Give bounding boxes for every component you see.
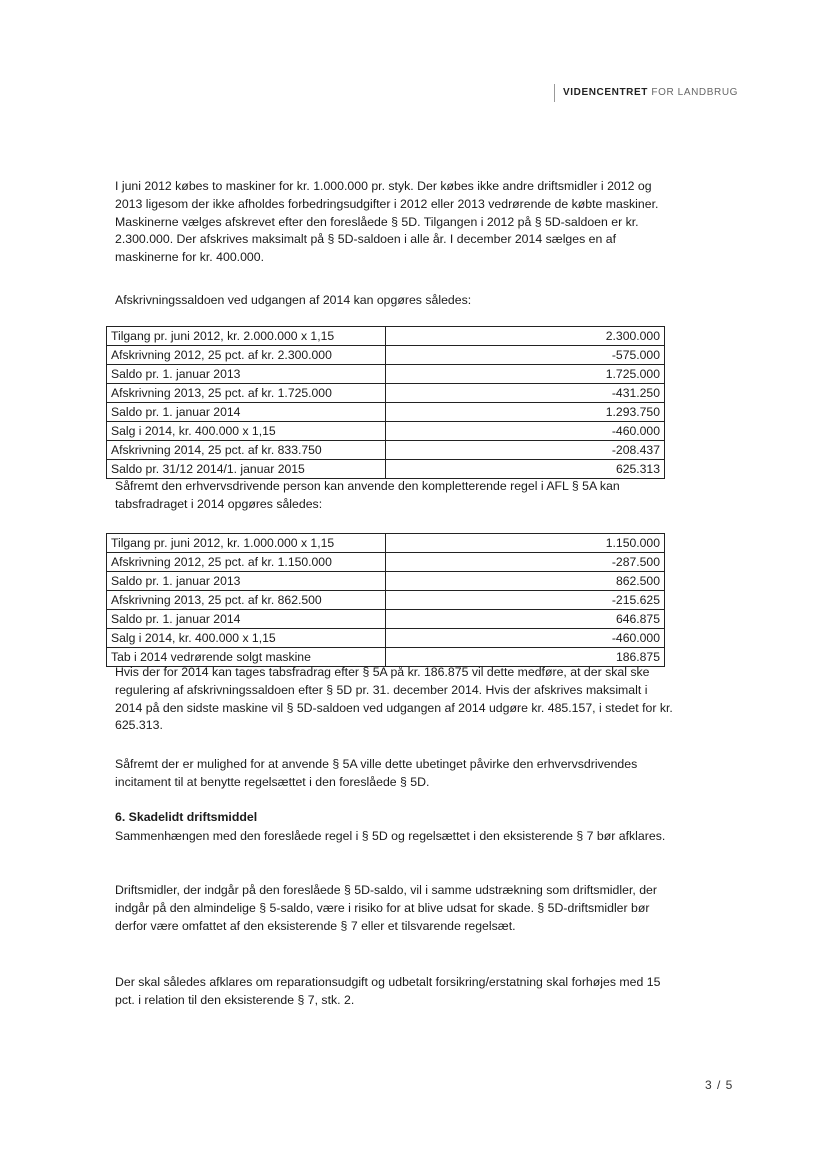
table-row bbox=[107, 346, 665, 365]
row-amount: -575.000 bbox=[386, 346, 665, 365]
depreciation-table-2-body bbox=[107, 534, 665, 667]
section-6-paragraph-3: Der skal således afklares om reparationsudgift og udbetalt forsikring/erstatning skal forhøjes med 15 pct. i relation til den eksisterende § 7, stk. 2. bbox=[115, 975, 661, 1007]
table-row bbox=[107, 534, 665, 553]
row-description: Afskrivning 2014, 25 pct. af kr. 833.750 bbox=[107, 441, 386, 460]
row-amount: 2.300.000 bbox=[386, 327, 665, 346]
intro-paragraph: I juni 2012 købes to maskiner for kr. 1.000.000 pr. styk. Der købes ikke andre driftsmidler i 2012 og 2013 ligesom der ikke afholdes forbedringsudgifter i 2012 eller 2013 vedrørende de købte maskiner. Maskinerne vælges afskrevet efter den foreslåede § 5D. Tilgangen i 2012 på § 5D-saldoen er kr. 2.300.000. Der afskrives maksimalt på § 5D-saldoen i alle år. I december 2014 sælges en af maskinerne for kr. 400.000. bbox=[115, 179, 659, 265]
row-amount: 1.293.750 bbox=[386, 403, 665, 422]
row-description: Afskrivning 2013, 25 pct. af kr. 1.725.000 bbox=[107, 384, 386, 403]
row-description: Tilgang pr. juni 2012, kr. 1.000.000 x 1,15 bbox=[107, 534, 386, 553]
row-amount: 1.150.000 bbox=[386, 534, 665, 553]
table-row bbox=[107, 441, 665, 460]
row-description: Salg i 2014, kr. 400.000 x 1,15 bbox=[107, 629, 386, 648]
header-org-rest: FOR LANDBRUG bbox=[651, 87, 739, 98]
row-description: Saldo pr. 1. januar 2013 bbox=[107, 572, 386, 591]
depreciation-table-1 bbox=[106, 326, 665, 479]
row-amount: 862.500 bbox=[386, 572, 665, 591]
row-amount: -208.437 bbox=[386, 441, 665, 460]
table1-intro: Afskrivningssaldoen ved udgangen af 2014 kan opgøres således: bbox=[115, 293, 472, 307]
table-row bbox=[107, 572, 665, 591]
row-amount: -431.250 bbox=[386, 384, 665, 403]
table-row bbox=[107, 422, 665, 441]
section-6-paragraph-1: Sammenhængen med den foreslåede regel i § 5D og regelsættet i den eksisterende § 7 bør afklares. bbox=[115, 829, 666, 843]
table-row bbox=[107, 460, 665, 479]
row-description: Afskrivning 2012, 25 pct. af kr. 1.150.000 bbox=[107, 553, 386, 572]
depreciation-table-1-body bbox=[107, 327, 665, 479]
table-row bbox=[107, 591, 665, 610]
header-organization bbox=[554, 84, 738, 102]
row-description: Saldo pr. 1. januar 2014 bbox=[107, 403, 386, 422]
row-description: Saldo pr. 31/12 2014/1. januar 2015 bbox=[107, 460, 386, 479]
row-description: Afskrivning 2012, 25 pct. af kr. 2.300.000 bbox=[107, 346, 386, 365]
row-description: Tilgang pr. juni 2012, kr. 2.000.000 x 1,15 bbox=[107, 327, 386, 346]
page-number: 3 / 5 bbox=[705, 1078, 734, 1092]
table-row bbox=[107, 403, 665, 422]
depreciation-table-2 bbox=[106, 533, 665, 667]
row-description: Saldo pr. 1. januar 2014 bbox=[107, 610, 386, 629]
row-amount: 186.875 bbox=[386, 648, 665, 667]
row-amount: -460.000 bbox=[386, 422, 665, 441]
row-amount: 646.875 bbox=[386, 610, 665, 629]
row-description: Tab i 2014 vedrørende solgt maskine bbox=[107, 648, 386, 667]
section-6-paragraph-2: Driftsmidler, der indgår på den foreslåede § 5D-saldo, vil i samme udstrækning som driftsmidler, der indgår på den almindelige § 5-saldo, være i risiko for at blive udsat for skade. § 5D-driftsmidler bør derfor være omfattet af den eksisterende § 7 eller et tilsvarende regelsæt. bbox=[115, 883, 657, 933]
row-amount: -460.000 bbox=[386, 629, 665, 648]
row-description: Salg i 2014, kr. 400.000 x 1,15 bbox=[107, 422, 386, 441]
incentive-paragraph: Såfremt der er mulighed for at anvende § 5A ville dette ubetinget påvirke den erhvervsdrivendes incitament til at benytte regelsættet i den foreslåede § 5D. bbox=[115, 757, 638, 789]
table-row bbox=[107, 327, 665, 346]
table2-intro: Såfremt den erhvervsdrivende person kan anvende den kompletterende regel i AFL § 5A kan tabsfradraget i 2014 opgøres således: bbox=[115, 479, 620, 511]
row-amount: -287.500 bbox=[386, 553, 665, 572]
table-row bbox=[107, 365, 665, 384]
row-amount: 1.725.000 bbox=[386, 365, 665, 384]
table-row bbox=[107, 553, 665, 572]
row-description: Afskrivning 2013, 25 pct. af kr. 862.500 bbox=[107, 591, 386, 610]
after-table2-paragraph: Hvis der for 2014 kan tages tabsfradrag efter § 5A på kr. 186.875 vil dette medføre, at der skal ske regulering af afskrivningssaldoen efter § 5D pr. 31. december 2014. Hvis der afskrives maksimalt i 2014 på den sidste maskine vil § 5D-saldoen ved udgangen af 2014 udgøre kr. 485.157, i stedet for kr. 625.313. bbox=[115, 665, 673, 733]
table-row bbox=[107, 629, 665, 648]
row-amount: -215.625 bbox=[386, 591, 665, 610]
table-row bbox=[107, 384, 665, 403]
row-description: Saldo pr. 1. januar 2013 bbox=[107, 365, 386, 384]
row-amount: 625.313 bbox=[386, 460, 665, 479]
table-row bbox=[107, 610, 665, 629]
section-6-title: 6. Skadelidt driftsmiddel bbox=[115, 810, 258, 824]
header-org-bold: VIDENCENTRET bbox=[563, 87, 648, 98]
